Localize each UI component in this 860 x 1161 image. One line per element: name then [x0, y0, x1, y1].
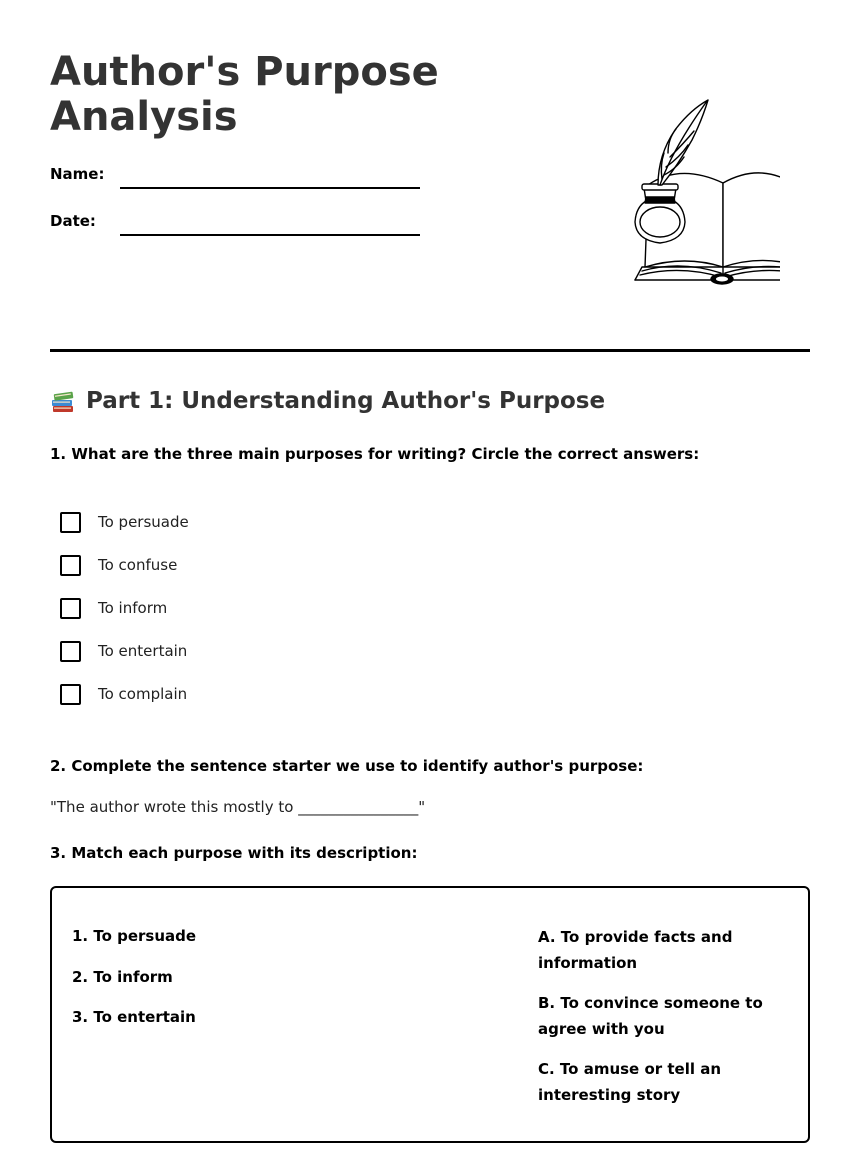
description-list	[538, 924, 798, 1122]
option-label: To confuse	[98, 556, 178, 574]
purpose-item: 1. To persuade	[72, 927, 197, 945]
date-blank-line[interactable]	[120, 234, 420, 236]
purpose-item: 2. To inform	[72, 967, 173, 986]
question-2: 2. Complete the sentence starter we use to identify author's purpose:	[50, 757, 644, 775]
option-label: To persuade	[98, 513, 189, 531]
option-to-confuse[interactable]	[60, 553, 189, 596]
books-icon	[50, 388, 76, 414]
worksheet-title: Author's Purpose Analysis	[50, 49, 439, 140]
option-label: To complain	[98, 685, 188, 703]
worksheet-page	[50, 0, 810, 1104]
name-label: Name:	[50, 165, 105, 183]
matching-box	[50, 886, 810, 1143]
name-field-row	[50, 160, 420, 190]
date-label: Date:	[50, 212, 96, 230]
question-3: 3. Match each purpose with its description:	[50, 844, 418, 862]
part1-heading-text: Part 1: Understanding Author's Purpose	[86, 388, 606, 414]
purpose-list	[72, 924, 196, 1046]
option-to-inform[interactable]	[60, 596, 189, 639]
worksheet-header	[50, 0, 810, 353]
checkbox[interactable]	[60, 684, 81, 705]
option-to-entertain[interactable]	[60, 639, 189, 682]
quill-inkwell-open-book-icon	[580, 95, 780, 290]
option-to-complain[interactable]	[60, 682, 189, 725]
description-item: C. To amuse or tell an interesting story	[538, 1060, 722, 1104]
option-label: To entertain	[98, 642, 188, 660]
date-field-row	[50, 207, 420, 237]
part1-heading	[50, 388, 605, 414]
header-divider	[50, 349, 810, 352]
checkbox[interactable]	[60, 641, 81, 662]
option-to-persuade[interactable]	[60, 510, 189, 553]
description-item: A. To provide facts and information	[538, 928, 733, 972]
question-1: 1. What are the three main purposes for writing? Circle the correct answers:	[50, 445, 700, 463]
question-1-options	[60, 510, 189, 725]
sentence-starter[interactable]: "The author wrote this mostly to ________________"	[50, 798, 426, 816]
checkbox[interactable]	[60, 512, 81, 533]
checkbox[interactable]	[60, 598, 81, 619]
option-label: To inform	[98, 599, 168, 617]
checkbox[interactable]	[60, 555, 81, 576]
name-blank-line[interactable]	[120, 187, 420, 189]
purpose-item: 3. To entertain	[72, 1008, 196, 1026]
description-item: B. To convince someone to agree with you	[538, 994, 763, 1038]
